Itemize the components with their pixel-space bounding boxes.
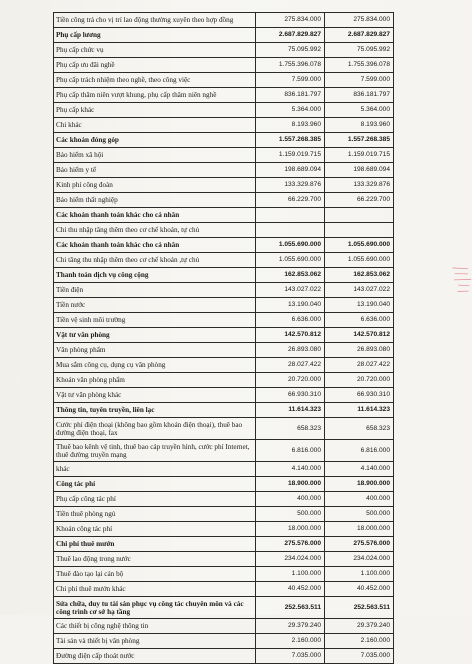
table-row bbox=[54, 552, 394, 567]
amount-cell-1: 7.599.000 bbox=[256, 73, 325, 88]
amount-cell-1: 18.900.000 bbox=[256, 477, 325, 492]
table-row bbox=[54, 298, 394, 313]
item-name-cell: Chi khác bbox=[54, 118, 256, 133]
amount-cell-1: 6.636.000 bbox=[256, 313, 325, 328]
item-name-cell: Mua sắm công cụ, dụng cụ văn phòng bbox=[54, 358, 256, 373]
table-row bbox=[54, 163, 394, 178]
amount-cell-1: 13.190.040 bbox=[256, 298, 325, 313]
amount-cell-1: 275.576.000 bbox=[256, 537, 325, 552]
item-name-cell: Phụ cấp khác bbox=[54, 103, 256, 118]
amount-cell-1: 500.000 bbox=[256, 507, 325, 522]
amount-cell-1 bbox=[256, 208, 325, 223]
amount-cell-1: 66.930.310 bbox=[256, 388, 325, 403]
amount-cell-2: 66.229.700 bbox=[325, 193, 394, 208]
amount-cell-2: 26.893.080 bbox=[325, 343, 394, 358]
amount-cell-2: 40.452.000 bbox=[325, 582, 394, 597]
item-name-cell: Các khoản đóng góp bbox=[54, 133, 256, 148]
amount-cell-2: 836.181.797 bbox=[325, 88, 394, 103]
amount-cell-1: 2.160.000 bbox=[256, 634, 325, 649]
amount-cell-2: 7.035.000 bbox=[325, 649, 394, 664]
table-row bbox=[54, 103, 394, 118]
table-row bbox=[54, 507, 394, 522]
amount-cell-2: 2.687.829.827 bbox=[325, 28, 394, 43]
amount-cell-2: 5.364.000 bbox=[325, 103, 394, 118]
amount-cell-2: 1.055.690.000 bbox=[325, 253, 394, 268]
table-row bbox=[54, 649, 394, 664]
amount-cell-1: 6.816.000 bbox=[256, 440, 325, 462]
amount-cell-1: 28.027.422 bbox=[256, 358, 325, 373]
table-row bbox=[54, 283, 394, 298]
item-name-cell: Khoán văn phòng phẩm bbox=[54, 373, 256, 388]
table-row bbox=[54, 43, 394, 58]
item-name-cell: Bảo hiểm y tế bbox=[54, 163, 256, 178]
amount-cell-2: 7.599.000 bbox=[325, 73, 394, 88]
amount-cell-2 bbox=[325, 208, 394, 223]
table-row bbox=[54, 522, 394, 537]
amount-cell-2: 275.576.000 bbox=[325, 537, 394, 552]
item-name-cell: Phụ cấp lương bbox=[54, 28, 256, 43]
item-name-cell: Phụ cấp chức vụ bbox=[54, 43, 256, 58]
table-row bbox=[54, 208, 394, 223]
amount-cell-2: 1.055.690.000 bbox=[325, 238, 394, 253]
amount-cell-1: 26.893.080 bbox=[256, 343, 325, 358]
item-name-cell: Bảo hiểm thất nghiệp bbox=[54, 193, 256, 208]
table-row bbox=[54, 358, 394, 373]
amount-cell-1: 1.159.019.715 bbox=[256, 148, 325, 163]
amount-cell-1: 234.024.000 bbox=[256, 552, 325, 567]
amount-cell-1: 658.323 bbox=[256, 418, 325, 440]
amount-cell-1: 8.193.960 bbox=[256, 118, 325, 133]
amount-cell-1: 2.687.829.827 bbox=[256, 28, 325, 43]
amount-cell-1: 11.614.323 bbox=[256, 403, 325, 418]
table-row bbox=[54, 313, 394, 328]
amount-cell-2: 658.323 bbox=[325, 418, 394, 440]
item-name-cell: Vật tư văn phòng khác bbox=[54, 388, 256, 403]
item-name-cell: Tiền vệ sinh môi trường bbox=[54, 313, 256, 328]
amount-cell-2: 400.000 bbox=[325, 492, 394, 507]
table-row bbox=[54, 73, 394, 88]
amount-cell-2: 28.027.422 bbox=[325, 358, 394, 373]
table-row bbox=[54, 492, 394, 507]
amount-cell-1: 1.055.690.000 bbox=[256, 238, 325, 253]
table-row bbox=[54, 403, 394, 418]
item-name-cell: Phụ cấp trách nhiệm theo nghề, theo công việc bbox=[54, 73, 256, 88]
table-row bbox=[54, 118, 394, 133]
amount-cell-1: 18.000.000 bbox=[256, 522, 325, 537]
table-row bbox=[54, 634, 394, 649]
amount-cell-2: 66.930.310 bbox=[325, 388, 394, 403]
table-row bbox=[54, 238, 394, 253]
amount-cell-1: 400.000 bbox=[256, 492, 325, 507]
amount-cell-2: 143.027.022 bbox=[325, 283, 394, 298]
item-name-cell: Tài sản và thiết bị văn phòng bbox=[54, 634, 256, 649]
item-name-cell: Kinh phí công đoàn bbox=[54, 178, 256, 193]
amount-cell-1: 143.027.022 bbox=[256, 283, 325, 298]
item-name-cell: Chi phí thuê mướn bbox=[54, 537, 256, 552]
amount-cell-2: 142.570.812 bbox=[325, 328, 394, 343]
amount-cell-2: 6.636.000 bbox=[325, 313, 394, 328]
amount-cell-2: 11.614.323 bbox=[325, 403, 394, 418]
amount-cell-2: 8.193.960 bbox=[325, 118, 394, 133]
table-row bbox=[54, 619, 394, 634]
table-row bbox=[54, 477, 394, 492]
amount-cell-1: 1.055.690.000 bbox=[256, 253, 325, 268]
item-name-cell: Thông tin, tuyên truyền, liên lạc bbox=[54, 403, 256, 418]
item-name-cell: Phụ cấp công tác phí bbox=[54, 492, 256, 507]
amount-cell-1: 20.720.000 bbox=[256, 373, 325, 388]
item-name-cell: Đường điện cấp thoát nước bbox=[54, 649, 256, 664]
table-row bbox=[54, 253, 394, 268]
amount-cell-2: 20.720.000 bbox=[325, 373, 394, 388]
amount-cell-1: 252.563.511 bbox=[256, 597, 325, 619]
table-row bbox=[54, 13, 394, 28]
amount-cell-1: 1.557.268.385 bbox=[256, 133, 325, 148]
amount-cell-1: 133.329.876 bbox=[256, 178, 325, 193]
table-row bbox=[54, 178, 394, 193]
red-stamp-mark bbox=[449, 260, 472, 298]
table-row bbox=[54, 537, 394, 552]
amount-cell-1: 75.095.992 bbox=[256, 43, 325, 58]
table-row bbox=[54, 148, 394, 163]
stamp-scribble-icon bbox=[449, 260, 472, 298]
amount-cell-2: 4.140.000 bbox=[325, 462, 394, 477]
item-name-cell: Tiền điện bbox=[54, 283, 256, 298]
amount-cell-2: 2.160.000 bbox=[325, 634, 394, 649]
amount-cell-1: 4.140.000 bbox=[256, 462, 325, 477]
item-name-cell: Khoán công tác phí bbox=[54, 522, 256, 537]
item-name-cell: Thuê lao động trong nước bbox=[54, 552, 256, 567]
amount-cell-1: 142.570.812 bbox=[256, 328, 325, 343]
amount-cell-2: 198.689.094 bbox=[325, 163, 394, 178]
item-name-cell: Tiền thuê phòng ngủ bbox=[54, 507, 256, 522]
item-name-cell: Các khoản thanh toán khác cho cá nhân bbox=[54, 208, 256, 223]
amount-cell-2: 75.095.992 bbox=[325, 43, 394, 58]
amount-cell-2: 1.557.268.385 bbox=[325, 133, 394, 148]
table-row bbox=[54, 373, 394, 388]
amount-cell-2: 6.816.000 bbox=[325, 440, 394, 462]
table-row bbox=[54, 133, 394, 148]
item-name-cell: Chi thu nhập tăng thêm theo cơ chế khoán, tự chủ bbox=[54, 223, 256, 238]
table-row bbox=[54, 343, 394, 358]
amount-cell-1: 5.364.000 bbox=[256, 103, 325, 118]
item-name-cell: khác bbox=[54, 462, 256, 477]
table-row bbox=[54, 462, 394, 477]
amount-cell-2: 500.000 bbox=[325, 507, 394, 522]
item-name-cell: Tiền nước bbox=[54, 298, 256, 313]
item-name-cell: Chi phí thuê mướn khác bbox=[54, 582, 256, 597]
amount-cell-1: 162.853.062 bbox=[256, 268, 325, 283]
amount-cell-2: 1.159.019.715 bbox=[325, 148, 394, 163]
amount-cell-2: 275.834.000 bbox=[325, 13, 394, 28]
amount-cell-2: 18.000.000 bbox=[325, 522, 394, 537]
table-row bbox=[54, 268, 394, 283]
table-row bbox=[54, 88, 394, 103]
amount-cell-1: 66.229.700 bbox=[256, 193, 325, 208]
item-name-cell: Các thiết bị công nghệ thông tin bbox=[54, 619, 256, 634]
item-name-cell: Vật tư văn phòng bbox=[54, 328, 256, 343]
table-row bbox=[54, 223, 394, 238]
item-name-cell: Bảo hiểm xã hội bbox=[54, 148, 256, 163]
item-name-cell: Tiền công trả cho vị trí lao động thường xuyên theo hợp đồng bbox=[54, 13, 256, 28]
amount-cell-1: 7.035.000 bbox=[256, 649, 325, 664]
item-name-cell: Cước phí điện thoại (không bao gồm khoán điện thoại), thuê bao đường điện thoại, fax bbox=[54, 418, 256, 440]
table-row bbox=[54, 193, 394, 208]
table-row bbox=[54, 567, 394, 582]
amount-cell-1: 1.100.000 bbox=[256, 567, 325, 582]
item-name-cell: Thuê bao kênh vệ tinh, thuê bao cáp truyền hình, cước phí Internet, thuê đường truyền mạng bbox=[54, 440, 256, 462]
amount-cell-2: 133.329.876 bbox=[325, 178, 394, 193]
expense-table-body bbox=[54, 13, 394, 664]
table-row bbox=[54, 440, 394, 462]
amount-cell-2: 13.190.040 bbox=[325, 298, 394, 313]
amount-cell-2: 1.755.396.078 bbox=[325, 58, 394, 73]
amount-cell-1: 29.379.240 bbox=[256, 619, 325, 634]
item-name-cell: Chi tăng thu nhập thêm theo cơ chế khoán ,tự chủ bbox=[54, 253, 256, 268]
amount-cell-2: 234.024.000 bbox=[325, 552, 394, 567]
item-name-cell: Thanh toán dịch vụ công cộng bbox=[54, 268, 256, 283]
amount-cell-1: 275.834.000 bbox=[256, 13, 325, 28]
amount-cell-2: 252.563.511 bbox=[325, 597, 394, 619]
table-row bbox=[54, 58, 394, 73]
amount-cell-1: 40.452.000 bbox=[256, 582, 325, 597]
table-row bbox=[54, 28, 394, 43]
amount-cell-2: 18.900.000 bbox=[325, 477, 394, 492]
amount-cell-2 bbox=[325, 223, 394, 238]
amount-cell-2: 29.379.240 bbox=[325, 619, 394, 634]
table-row bbox=[54, 388, 394, 403]
amount-cell-1: 836.181.797 bbox=[256, 88, 325, 103]
amount-cell-2: 162.853.062 bbox=[325, 268, 394, 283]
expense-table bbox=[53, 12, 394, 664]
table-row bbox=[54, 582, 394, 597]
table-row bbox=[54, 597, 394, 619]
amount-cell-2: 1.100.000 bbox=[325, 567, 394, 582]
table-row bbox=[54, 328, 394, 343]
item-name-cell: Công tác phí bbox=[54, 477, 256, 492]
item-name-cell: Văn phòng phẩm bbox=[54, 343, 256, 358]
table-row bbox=[54, 418, 394, 440]
item-name-cell: Sửa chữa, duy tu tài sản phục vụ công tác chuyên môn và các công trình cơ sở hạ tầng bbox=[54, 597, 256, 619]
item-name-cell: Thuê đào tạo lại cán bộ bbox=[54, 567, 256, 582]
amount-cell-1: 198.689.094 bbox=[256, 163, 325, 178]
amount-cell-1: 1.755.396.078 bbox=[256, 58, 325, 73]
item-name-cell: Phụ cấp thâm niên vượt khung, phụ cấp thâm niên nghề bbox=[54, 88, 256, 103]
amount-cell-1 bbox=[256, 223, 325, 238]
item-name-cell: Các khoản thanh toán khác cho cá nhân bbox=[54, 238, 256, 253]
item-name-cell: Phụ cấp ưu đãi nghề bbox=[54, 58, 256, 73]
